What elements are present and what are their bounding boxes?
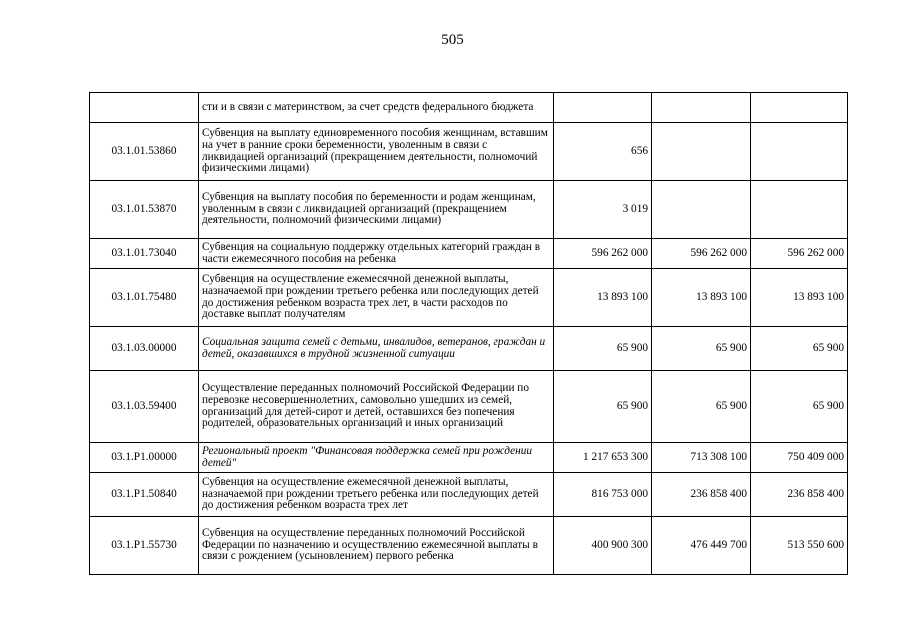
- row-value-2: [652, 181, 751, 239]
- row-value-3: 65 900: [751, 371, 848, 443]
- row-name: Субвенция на социальную поддержку отдельных категорий граждан в части ежемесячного пособия на ребенка: [199, 239, 554, 269]
- table-row: [90, 269, 848, 327]
- row-code: 03.1.01.53860: [90, 123, 199, 181]
- table-row: [90, 473, 848, 517]
- row-name: Социальная защита семей с детьми, инвалидов, ветеранов, граждан и детей, оказавшихся в трудной жизненной ситуации: [199, 327, 554, 371]
- row-code: 03.1.Р1.55730: [90, 517, 199, 575]
- row-value-2: 65 900: [652, 371, 751, 443]
- row-code: 03.1.Р1.50840: [90, 473, 199, 517]
- row-name: Региональный проект "Финансовая поддержка семей при рождении детей": [199, 443, 554, 473]
- row-value-2: 13 893 100: [652, 269, 751, 327]
- row-value-1: 13 893 100: [554, 269, 652, 327]
- row-value-1: 816 753 000: [554, 473, 652, 517]
- row-code: 03.1.01.53870: [90, 181, 199, 239]
- row-code: 03.1.01.75480: [90, 269, 199, 327]
- row-value-3: 13 893 100: [751, 269, 848, 327]
- row-value-2: 65 900: [652, 327, 751, 371]
- row-code: 03.1.03.00000: [90, 327, 199, 371]
- row-value-1: [554, 93, 652, 123]
- row-value-2: 236 858 400: [652, 473, 751, 517]
- row-name: Субвенция на осуществление переданных полномочий Российской Федерации по назначению и осуществлению ежемесячной выплаты в связи с рождением (усыновлением) первого ребенка: [199, 517, 554, 575]
- row-value-1: 3 019: [554, 181, 652, 239]
- row-value-3: 65 900: [751, 327, 848, 371]
- row-name: Субвенция на осуществление ежемесячной денежной выплаты, назначаемой при рождении третьего ребенка или последующих детей до достижения ребенком возраста трех лет: [199, 473, 554, 517]
- table-row: [90, 181, 848, 239]
- row-name: Субвенция на осуществление ежемесячной денежной выплаты, назначаемой при рождении третьего ребенка или последующих детей до достижения ребенком возраста трех лет, в части расходов по доставке выплат получателям: [199, 269, 554, 327]
- row-value-3: 236 858 400: [751, 473, 848, 517]
- row-code: [90, 93, 199, 123]
- table-row: [90, 93, 848, 123]
- row-value-3: [751, 123, 848, 181]
- budget-table: [89, 92, 848, 575]
- row-value-1: 656: [554, 123, 652, 181]
- row-name: Субвенция на выплату пособия по беременности и родам женщинам, уволенным в связи с ликвидацией организаций (прекращением деятельности, полномочий физическими лицами): [199, 181, 554, 239]
- table-row: [90, 123, 848, 181]
- row-value-1: 400 900 300: [554, 517, 652, 575]
- row-value-1: 65 900: [554, 327, 652, 371]
- row-value-1: 65 900: [554, 371, 652, 443]
- row-code: 03.1.Р1.00000: [90, 443, 199, 473]
- row-value-2: [652, 93, 751, 123]
- table-row: [90, 517, 848, 575]
- table-row: [90, 327, 848, 371]
- row-value-1: 596 262 000: [554, 239, 652, 269]
- row-name: Субвенция на выплату единовременного пособия женщинам, вставшим на учет в ранние сроки беременности, уволенным в связи с ликвидацией организаций (прекращением деятельности, полномочий физическими лицами): [199, 123, 554, 181]
- row-value-3: [751, 181, 848, 239]
- page-number: 505: [441, 32, 464, 48]
- row-value-3: 596 262 000: [751, 239, 848, 269]
- table-row: [90, 371, 848, 443]
- row-name: Осуществление переданных полномочий Российской Федерации по перевозке несовершеннолетних, самовольно ушедших из семей, организаций для детей-сирот и детей, оставшихся без попечения родителей, образовательных организаций и иных организаций: [199, 371, 554, 443]
- row-value-3: [751, 93, 848, 123]
- row-value-2: 713 308 100: [652, 443, 751, 473]
- row-value-2: 596 262 000: [652, 239, 751, 269]
- row-value-2: 476 449 700: [652, 517, 751, 575]
- row-code: 03.1.03.59400: [90, 371, 199, 443]
- row-value-2: [652, 123, 751, 181]
- row-value-1: 1 217 653 300: [554, 443, 652, 473]
- row-name: сти и в связи с материнством, за счет средств федерального бюджета: [199, 93, 554, 123]
- row-value-3: 750 409 000: [751, 443, 848, 473]
- table-row: [90, 443, 848, 473]
- table-row: [90, 239, 848, 269]
- row-value-3: 513 550 600: [751, 517, 848, 575]
- row-code: 03.1.01.73040: [90, 239, 199, 269]
